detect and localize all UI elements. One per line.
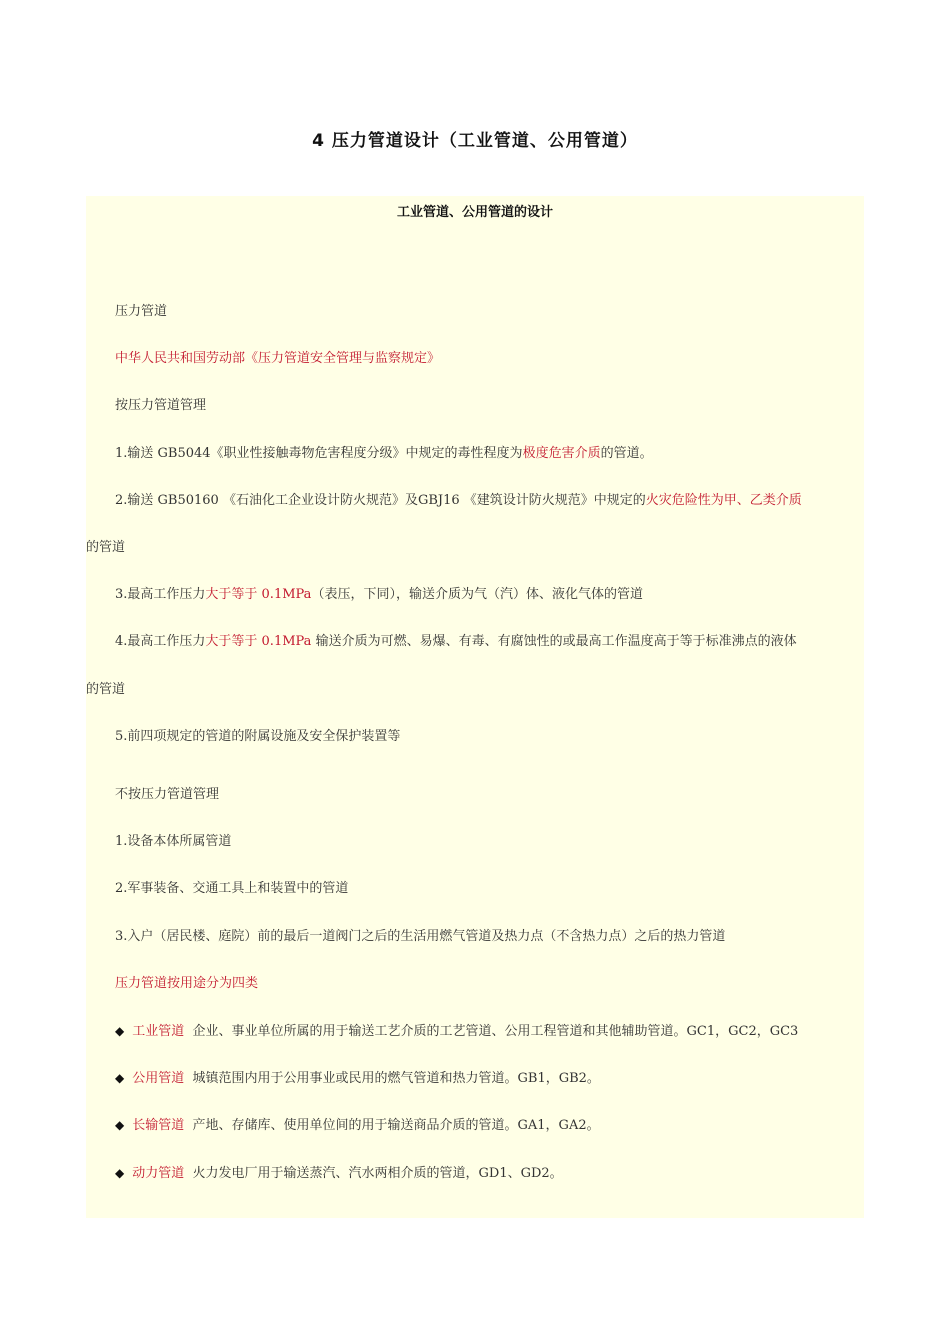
heading-pressure-pipe: 压力管道 [115,304,168,319]
item-text: 的管道。 [600,446,653,461]
item-text: 4.最高工作压力 [115,634,206,649]
manage-item-2 [115,491,802,511]
category-desc: 城镇范围内用于公用事业或民用的燃气管道和热力管道。GB1，GB2。 [192,1071,600,1086]
category-item-industrial [115,1021,798,1042]
item-highlight: 火灾危险性为甲、乙类介质 [645,493,802,508]
nonmanage-heading: 不按压力管道管理 [115,787,220,802]
nonmanage-item-3: 3.入户（居民楼、庭院）前的最后一道阀门之后的生活用燃气管道及热力点（不含热力点）之后的热力管道 [115,929,726,944]
manage-item-4 [115,632,797,652]
category-name: 公用管道 [132,1071,185,1086]
category-desc: 火力发电厂用于输送蒸汽、汽水两相介质的管道，GD1、GD2。 [192,1166,563,1181]
diamond-bullet-icon: ◆ [115,1024,125,1038]
category-item-long-distance [115,1115,600,1136]
diamond-bullet-icon: ◆ [115,1166,125,1180]
category-heading: 压力管道按用途分为四类 [115,976,259,991]
item-text: （表压，下同），输送介质为气（汽）体、液化气体的管道 [311,587,643,602]
item-text: 输送介质为可燃、易爆、有毒、有腐蚀性的或最高工作温度高于等于标准沸点的液体 [311,634,797,649]
manage-item-4-continued: 的管道 [86,682,126,697]
item-text: 1.输送 GB5044《职业性接触毒物危害程度分级》中规定的毒性程度为 [115,446,523,461]
manage-item-1 [115,444,653,464]
category-desc: 企业、事业单位所属的用于输送工艺介质的工艺管道、公用工程管道和其他辅助管道。GC1，GC2，GC3 [192,1024,799,1039]
section-title: 工业管道、公用管道的设计 [396,205,553,220]
diamond-bullet-icon: ◆ [115,1071,125,1085]
content-panel [86,196,864,1218]
regulation-reference: 中华人民共和国劳动部《压力管道安全管理与监察规定》 [115,351,441,366]
manage-item-5: 5.前四项规定的管道的附属设施及安全保护装置等 [115,729,401,744]
item-text: 3.最高工作压力 [115,587,206,602]
category-item-public [115,1068,600,1089]
category-item-power [115,1163,563,1184]
manage-item-3 [115,585,643,605]
category-desc: 产地、存储库、使用单位间的用于输送商品介质的管道。GA1，GA2。 [192,1118,600,1133]
category-name: 动力管道 [132,1166,185,1181]
nonmanage-item-1: 1.设备本体所属管道 [115,834,232,849]
category-name: 长输管道 [132,1118,185,1133]
item-text: 2.输送 GB50160 《石油化工企业设计防火规范》及GBJ16 《建筑设计防火规范》中规定的 [115,493,646,508]
manage-heading: 按压力管道管理 [115,398,207,413]
manage-item-2-continued: 的管道 [86,540,126,555]
item-highlight: 大于等于 0.1MPa [205,587,312,602]
page-title: 4 压力管道设计（工业管道、公用管道） [312,131,638,151]
item-highlight: 极度危害介质 [522,446,601,461]
category-name: 工业管道 [132,1024,185,1039]
item-highlight: 大于等于 0.1MPa [205,634,312,649]
nonmanage-item-2: 2.军事装备、交通工具上和装置中的管道 [115,881,349,896]
diamond-bullet-icon: ◆ [115,1118,125,1132]
